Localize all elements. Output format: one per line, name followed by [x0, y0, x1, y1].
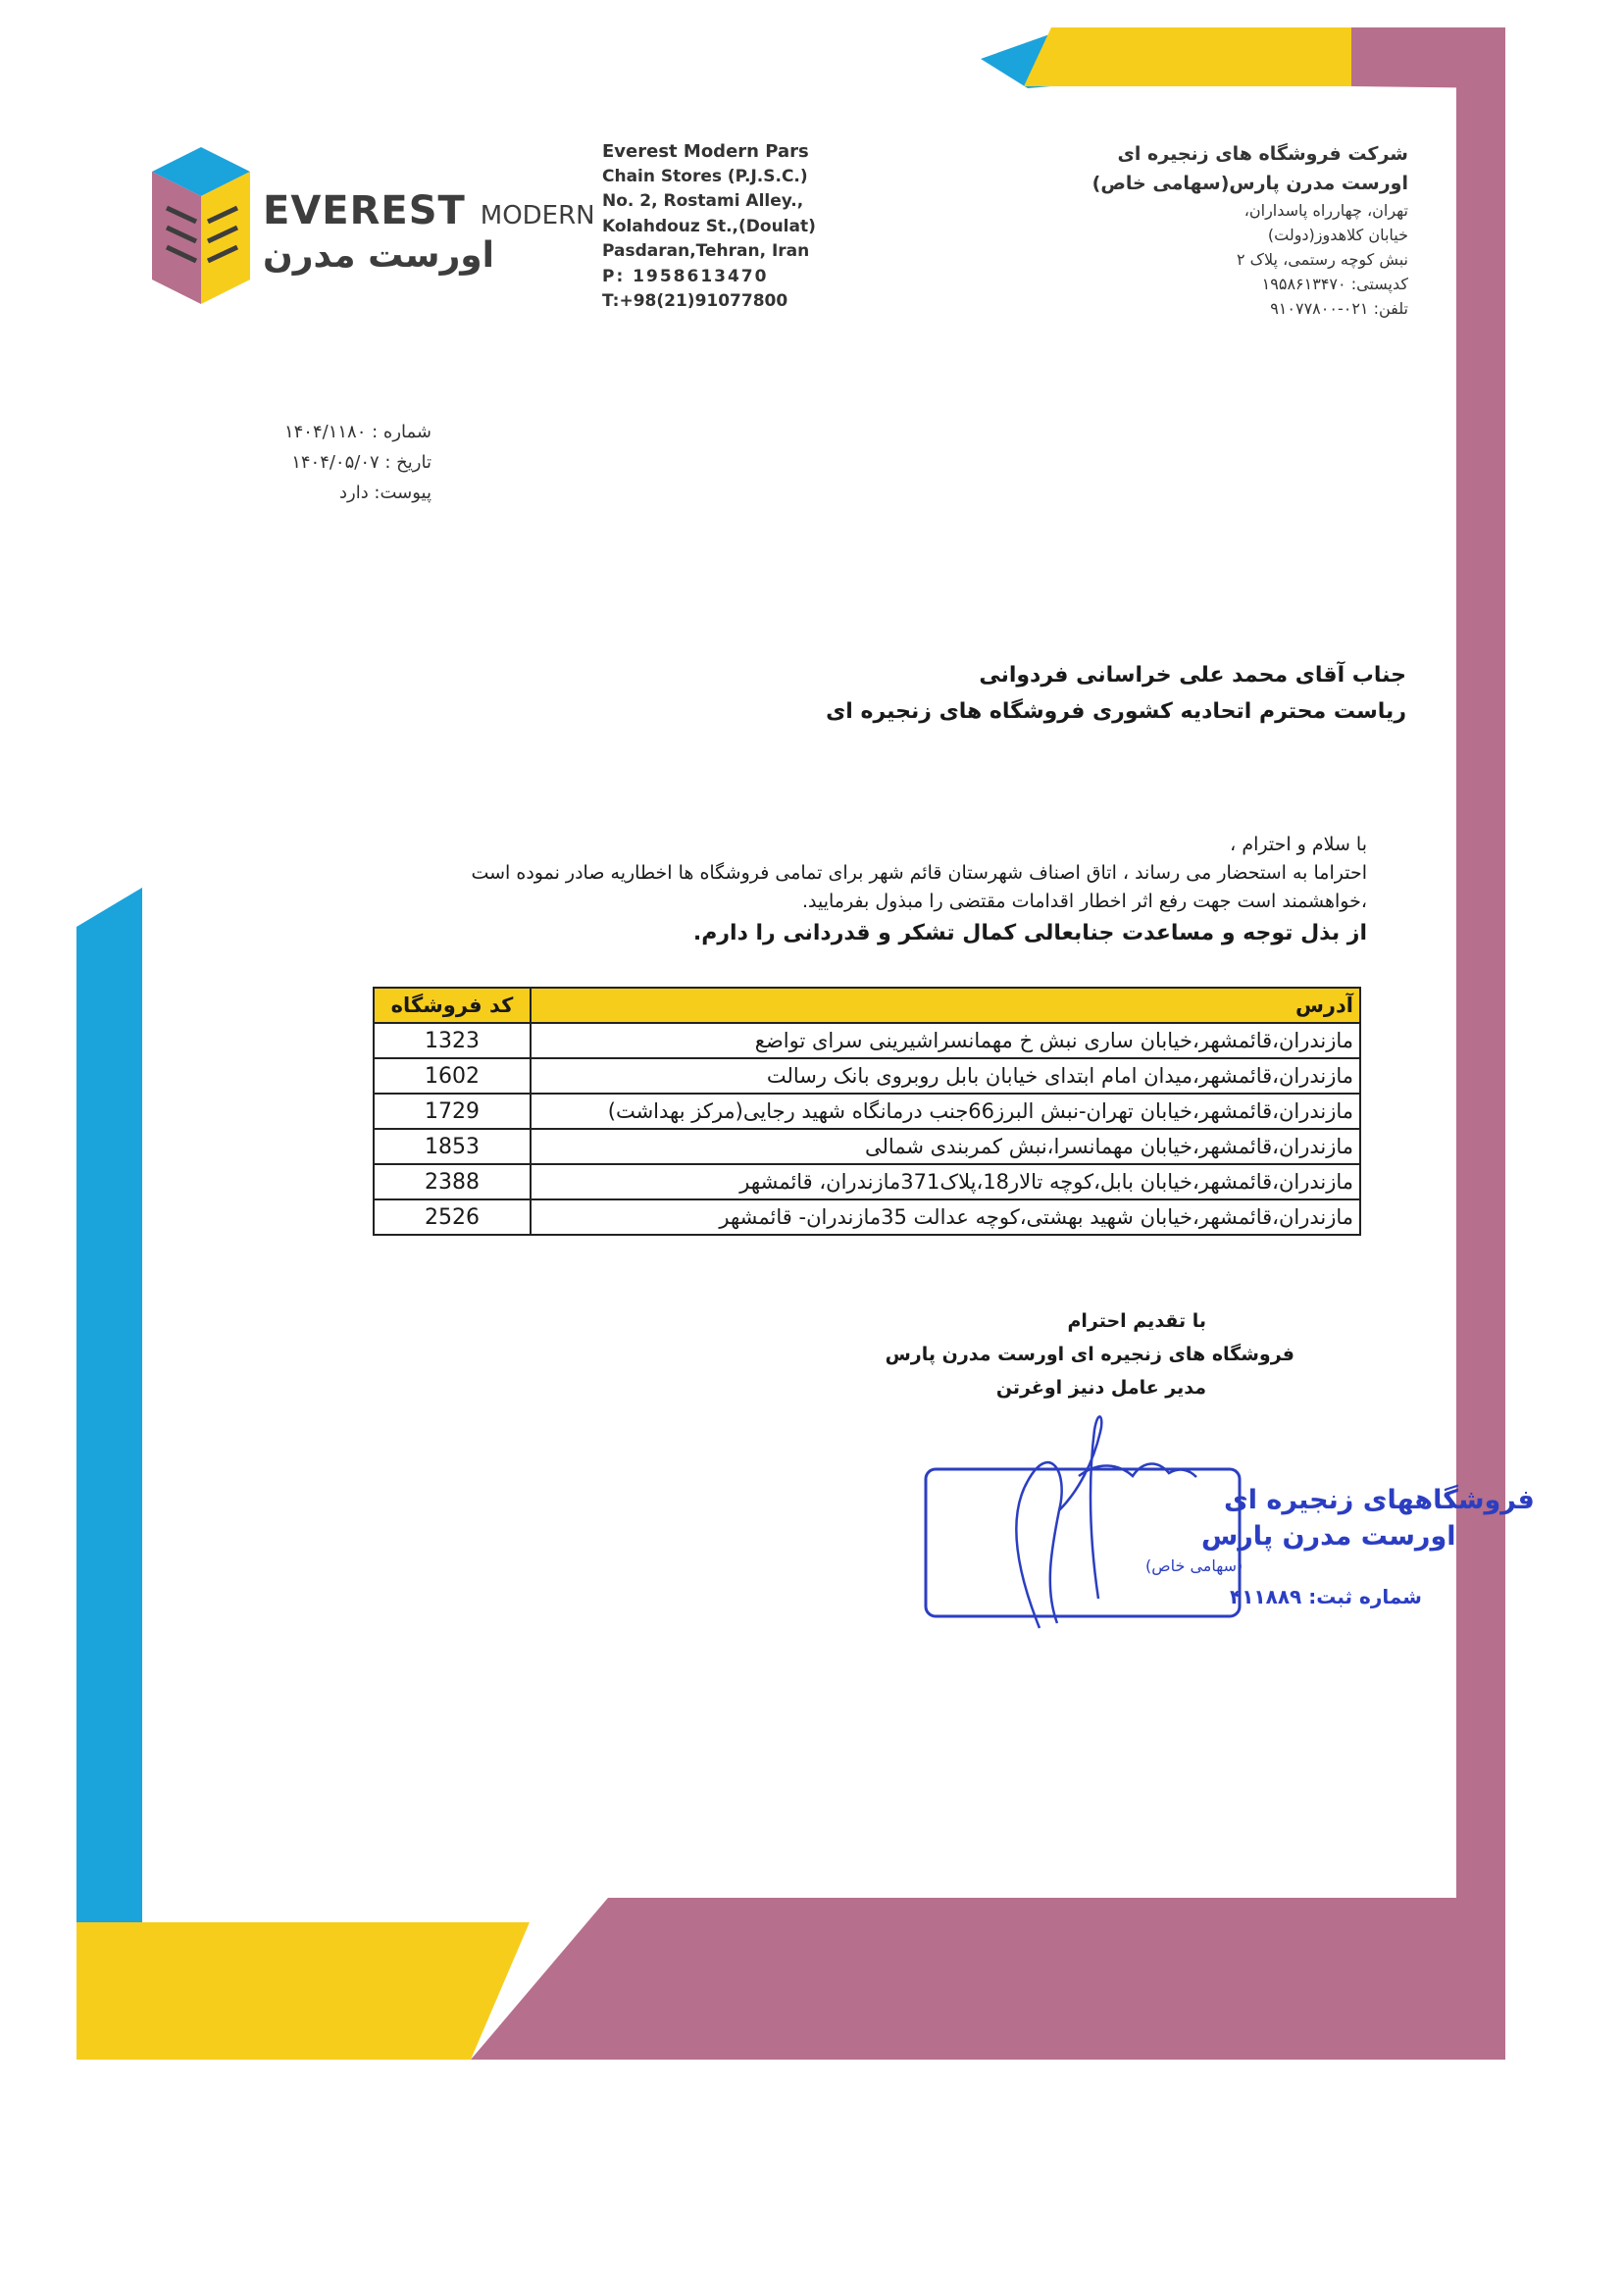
persian-address — [1055, 139, 1408, 321]
body-paragraph: احتراما به استحضار می رساند ، اتاق اصناف شهرستان قائم شهر برای تمامی فروشگاه ها اخطاریه صادر نموده است — [471, 862, 1367, 884]
address-line: خیابان کلاهدوز(دولت) — [1267, 226, 1408, 244]
letter-date: تاریخ : ۱۴۰۴/۰۵/۰۷ — [291, 452, 431, 473]
company-stamp — [912, 1402, 1535, 1657]
address-line: اورست مدرن پارس(سهامی خاص) — [1091, 173, 1408, 194]
stamp-line: اورست مدرن پارس — [1201, 1521, 1456, 1552]
address-line: تلفن: ۰۲۱-۹۱۰۷۷۸۰۰ — [1270, 299, 1408, 318]
store-code: 1323 — [374, 1023, 531, 1058]
phone-line: T:+98(21)91077800 — [602, 291, 788, 311]
logo-text-fa: اورست مدرن — [263, 235, 495, 276]
stamp-line: شماره ثبت: ۴۱۱۸۸۹ — [1230, 1585, 1422, 1608]
logo-text-en: EVEREST MODERN — [263, 188, 595, 233]
addressee-block — [720, 657, 1406, 730]
address-line: شرکت فروشگاه های زنجیره ای — [1117, 143, 1408, 165]
address-line: کدپستی: ۱۹۵۸۶۱۳۴۷۰ — [1261, 275, 1408, 293]
table-row — [374, 1129, 1360, 1164]
stamp-line: (سهامی خاص) — [1145, 1556, 1243, 1575]
column-header-address: آدرس — [531, 988, 1360, 1023]
signature — [1016, 1416, 1196, 1628]
column-header-code: کد فروشگاه — [374, 988, 531, 1023]
closing-company: فروشگاه های زنجیره ای اورست مدرن پارس — [885, 1344, 1294, 1365]
address-line: Pasdaran,Tehran, Iran — [602, 241, 810, 261]
address-line: نبش کوچه رستمی، پلاک ۲ — [1237, 250, 1408, 269]
store-code: 1729 — [374, 1094, 531, 1129]
table-row — [374, 1199, 1360, 1235]
store-address: مازندران،قائمشهر،خیابان شهید بهشتی،کوچه عدالت 35مازندران- قائمشهر — [531, 1199, 1360, 1235]
greeting: با سلام و احترام ، — [1230, 834, 1367, 855]
address-line: Everest Modern Pars — [602, 141, 809, 162]
address-line: Chain Stores (P.J.S.C.) — [602, 166, 808, 186]
address-line: Kolahdouz St.,(Doulat) — [602, 216, 816, 236]
english-address — [602, 139, 837, 315]
addressee-title: ریاست محترم اتحادیه کشوری فروشگاه های زنجیره ای — [826, 699, 1406, 724]
reference-block — [235, 417, 431, 508]
body-paragraph: از بذل توجه و مساعدت جنابعالی کمال تشکر و قدردانی را دارم. — [692, 921, 1367, 945]
table-row — [374, 1164, 1360, 1199]
table-row — [374, 1023, 1360, 1058]
phone-line: P: 1958613470 — [602, 266, 769, 286]
address-line: تهران، چهارراه پاسداران، — [1243, 201, 1408, 220]
closing-regards: با تقدیم احترام — [1067, 1310, 1206, 1332]
store-code: 2526 — [374, 1199, 531, 1235]
company-logo — [147, 147, 595, 314]
table-row — [374, 1094, 1360, 1129]
address-line: No. 2, Rostami Alley., — [602, 191, 804, 211]
store-address: مازندران،قائمشهر،میدان امام ابتدای خیابان بابل روبروی بانک رسالت — [531, 1058, 1360, 1094]
store-address: مازندران،قائمشهر،خیابان بابل،کوچه تالار18،پلاک371مازندران، قائمشهر — [531, 1164, 1360, 1199]
addressee-name: جناب آقای محمد علی خراسانی فردوانی — [979, 663, 1406, 688]
letter-attachment: پیوست: دارد — [338, 483, 431, 503]
everest-logo-icon — [147, 147, 255, 314]
closing-signer: مدیر عامل دنیز اوغرتن — [995, 1377, 1206, 1399]
store-address: مازندران،قائمشهر،خیابان ساری نبش خ مهمانسراشیرینی سرای تواضع — [531, 1023, 1360, 1058]
letter-body — [406, 831, 1367, 951]
store-address: مازندران،قائمشهر،خیابان تهران-نبش البرز66جنب درمانگاه شهید رجایی(مرکز بهداشت) — [531, 1094, 1360, 1129]
store-code: 1853 — [374, 1129, 531, 1164]
stores-table — [373, 987, 1361, 1236]
closing-block — [804, 1304, 1294, 1404]
table-row — [374, 1058, 1360, 1094]
body-paragraph: ،خواهشمند است جهت رفع اثر اخطار اقدامات مقتضی را مبذول بفرمایید. — [801, 891, 1367, 912]
store-code: 1602 — [374, 1058, 531, 1094]
stamp-line: فروشگاههای زنجیره ای — [1224, 1485, 1535, 1515]
letter-number: شماره : ۱۴۰۴/۱۱۸۰ — [283, 422, 431, 442]
table-header-row — [374, 988, 1360, 1023]
store-address: مازندران،قائمشهر،خیابان مهمانسرا،نبش کمربندی شمالی — [531, 1129, 1360, 1164]
store-code: 2388 — [374, 1164, 531, 1199]
